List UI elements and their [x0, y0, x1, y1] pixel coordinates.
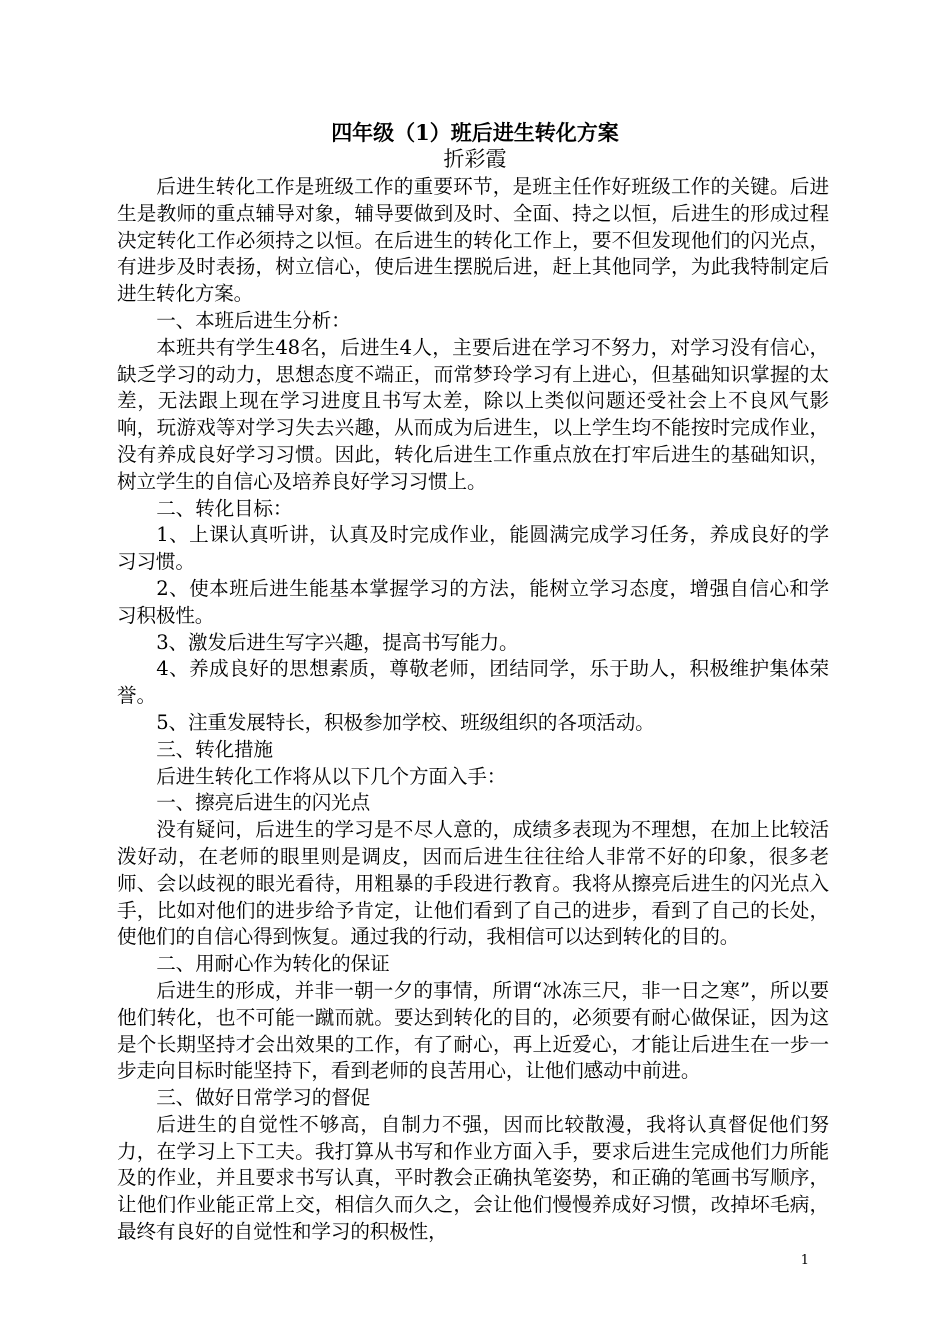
- page-number: 1: [800, 1253, 809, 1268]
- subheading-highlight: 一、擦亮后进生的闪光点: [156, 791, 371, 815]
- section-heading-measures: 三、转化措施: [156, 737, 273, 761]
- goal-item-5: 5、注重发展特长，积极参加学校、班级组织的各项活动。: [156, 710, 655, 734]
- goal-item-2: 2、使本班后进生能基本掌握学习的方法，能树立学习态度，增强自信心和学习积极性。: [117, 576, 829, 627]
- paragraph-measures-intro: 后进生转化工作将从以下几个方面入手：: [156, 764, 507, 788]
- subheading-supervision: 三、做好日常学习的督促: [156, 1086, 371, 1110]
- paragraph-patience: 后进生的形成，并非一朝一夕的事情，所谓“冰冻三尺，非一日之寒”，所以要他们转化，也不可能一蹴而就。要达到转化的目的，必须要有耐心做保证，因为这是个长期坚持才会出效果的工作，有了耐心，再上近爱心，才能让后进生在一步一步走向目标时能坚持下，看到老师的良苦用心，让他们感动中前进。: [117, 978, 829, 1083]
- section-heading-analysis: 一、本班后进生分析：: [156, 308, 351, 332]
- paragraph-highlight: 没有疑问，后进生的学习是不尽人意的，成绩多表现为不理想，在加上比较活泼好动，在老师的眼里则是调皮，因而后进生往往给人非常不好的印象，很多老师、会以歧视的眼光看待，用粗暴的手段进行教育。我将从擦亮后进生的闪光点入手，比如对他们的进步给予肯定，让他们看到了自己的进步，看到了自己的长处，使他们的自信心得到恢复。通过我的行动，我相信可以达到转化的目的。: [117, 818, 829, 949]
- goal-item-4: 4、养成良好的思想素质，尊敬老师，团结同学，乐于助人，积极维护集体荣誉。: [117, 657, 829, 708]
- goal-item-1: 1、上课认真听讲，认真及时完成作业，能圆满完成学习任务，养成良好的学习习惯。: [117, 523, 829, 574]
- paragraph-analysis: 本班共有学生48名，后进生4人，主要后进在学习不努力，对学习没有信心，缺乏学习的动力，思想态度不端正，而常梦玲学习有上进心，但基础知识掌握的太差，无法跟上现在学习进度且书写太差，除以上类似问题还受社会上不良风气影响，玩游戏等对学习失去兴趣，从而成为后进生，以上学生均不能按时完成作业，没有养成良好学习习惯。因此，转化后进生工作重点放在打牢后进生的基础知识，树立学生的自信心及培养良好学习习惯上。: [117, 335, 829, 493]
- goal-item-3: 3、激发后进生写字兴趣，提高书写能力。: [156, 630, 519, 654]
- subheading-patience: 二、用耐心作为转化的保证: [156, 952, 390, 976]
- paragraph-intro: 后进生转化工作是班级工作的重要环节，是班主任作好班级工作的关键。后进生是教师的重点辅导对象，辅导要做到及时、全面、持之以恒，后进生的形成过程决定转化工作必须持之以恒。在后进生的转化工作上，要不但发现他们的闪光点，有进步及时表扬，树立信心，使后进生摆脱后进，赶上其他同学，为此我特制定后进生转化方案。: [117, 175, 829, 306]
- document-title: 四年级（1）班后进生转化方案: [331, 120, 619, 145]
- section-heading-goals: 二、转化目标：: [156, 496, 293, 520]
- document-author: 折彩霞: [443, 147, 507, 171]
- paragraph-supervision: 后进生的自觉性不够高，自制力不强，因而比较散漫，我将认真督促他们努力，在学习上下工夫。我打算从书写和作业方面入手，要求后进生完成他们力所能及的作业，并且要求书写认真，平时教会正确执笔姿势，和正确的笔画书写顺序，让他们作业能正常上交，相信久而久之，会让他们慢慢养成好习惯，改掉坏毛病，最终有良好的自觉性和学习的积极性，: [117, 1112, 829, 1244]
- document-body: [117, 174, 829, 1246]
